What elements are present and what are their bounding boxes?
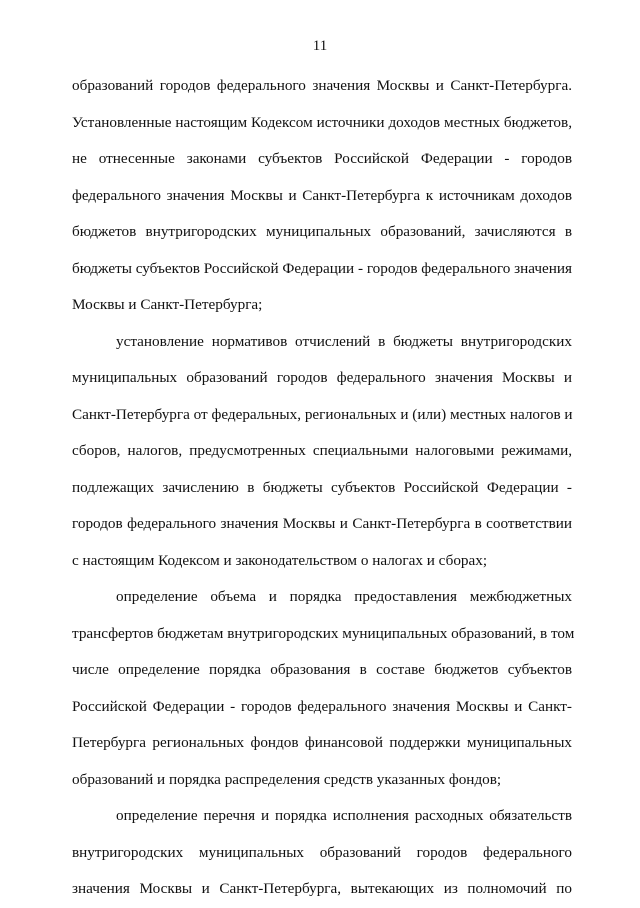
text-line: Москвы и Санкт-Петербурга; [72, 296, 263, 313]
text-line: сборов, налогов, предусмотренных специальными налоговыми режимами, [72, 442, 572, 459]
text-line: значения Москвы и Санкт-Петербурга, вытекающих из полномочий по [72, 880, 572, 897]
text-line: федерального значения Москвы и Санкт-Петербурга к источникам доходов [72, 186, 572, 204]
text-line: подлежащих зачислению в бюджеты субъектов Российской Федерации - [72, 478, 572, 496]
text-line: образований городов федерального значения Москвы и Санкт-Петербурга. [72, 77, 572, 94]
text-line: трансфертов бюджетам внутригородских муниципальных образований, в том [72, 624, 575, 642]
text-line: городов федерального значения Москвы и Санкт-Петербурга в соответствии [72, 515, 572, 532]
text-line: Российской Федерации - городов федерального значения Москвы и Санкт- [72, 697, 572, 715]
text-line: не отнесенные законами субъектов Российской Федерации - городов [72, 150, 572, 167]
text-line: бюджеты субъектов Российской Федерации - городов федерального значения [72, 259, 572, 277]
text-line: Санкт-Петербурга от федеральных, региональных и (или) местных налогов и [72, 405, 573, 423]
text-line: Петербурга региональных фондов финансовой поддержки муниципальных [72, 734, 572, 751]
text-line: определение объема и порядка предоставления межбюджетных [116, 588, 572, 605]
document-body [72, 68, 575, 908]
text-line: установление нормативов отчислений в бюджеты внутригородских [116, 332, 572, 350]
text-line: внутригородских муниципальных образований городов федерального [72, 843, 572, 861]
text-line: муниципальных образований городов федерального значения Москвы и [72, 369, 572, 386]
text-line: Установленные настоящим Кодексом источники доходов местных бюджетов, [72, 113, 572, 131]
page-number: 11 [312, 38, 328, 54]
text-line: определение перечня и порядка исполнения расходных обязательств [116, 807, 572, 824]
text-line: числе определение порядка образования в составе бюджетов субъектов [72, 661, 572, 678]
text-line: бюджетов внутригородских муниципальных образований, зачисляются в [72, 223, 572, 240]
text-line: образований и порядка распределения средств указанных фондов; [72, 770, 502, 788]
text-line: с настоящим Кодексом и законодательством о налогах и сборах; [72, 551, 488, 569]
